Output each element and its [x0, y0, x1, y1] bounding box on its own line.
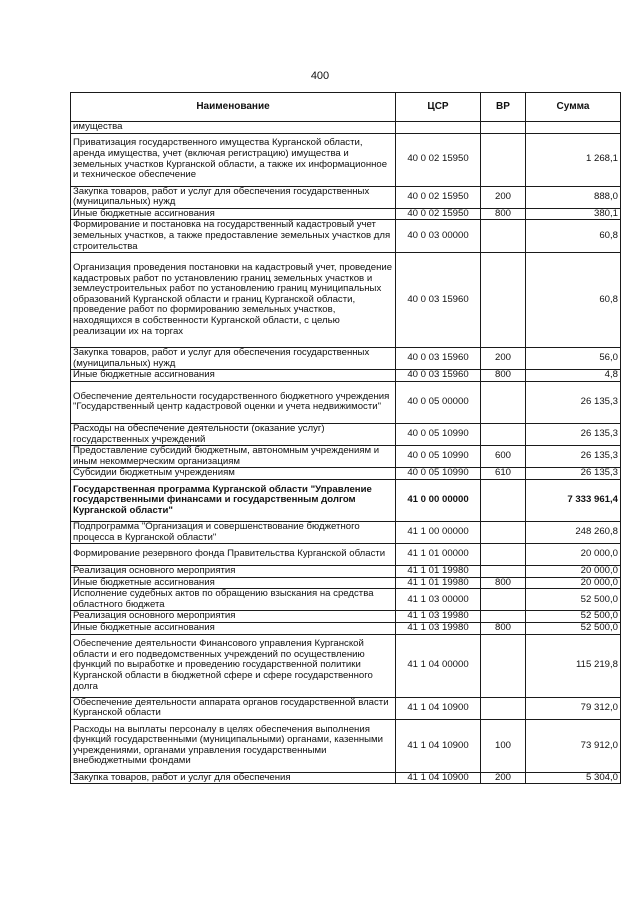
cell-vr: 200	[481, 186, 526, 208]
cell-vr	[481, 133, 526, 186]
cell-csr	[396, 122, 481, 134]
cell-csr: 41 1 03 00000	[396, 589, 481, 611]
cell-name: Иные бюджетные ассигнования	[71, 208, 396, 220]
cell-name: Приватизация государственного имущества Курганской области, аренда имущества, учет (включая регистрацию) имущества и земельных участков Курганской области, а также их информационное и техническое обеспечение	[71, 133, 396, 186]
cell-name: Государственная программа Курганской области "Управление государственными финансами и государственным долгом Курганской области"	[71, 479, 396, 521]
cell-sum: 115 219,8	[526, 634, 621, 697]
cell-vr	[481, 122, 526, 134]
cell-sum: 60,8	[526, 220, 621, 253]
table-row	[71, 370, 621, 382]
table-body	[71, 122, 621, 784]
cell-vr: 800	[481, 370, 526, 382]
cell-vr: 600	[481, 446, 526, 468]
cell-csr: 41 1 04 10900	[396, 697, 481, 719]
cell-name: Предоставление субсидий бюджетным, автономным учреждениям и иным некоммерческим организациям	[71, 446, 396, 468]
cell-csr: 41 1 04 10900	[396, 772, 481, 784]
table-row	[71, 381, 621, 423]
header-csr: ЦСР	[396, 93, 481, 122]
cell-vr: 800	[481, 208, 526, 220]
cell-csr: 40 0 05 10990	[396, 468, 481, 480]
cell-name: Исполнение судебных актов по обращению взыскания на средства областного бюджета	[71, 589, 396, 611]
cell-vr: 610	[481, 468, 526, 480]
cell-vr	[481, 634, 526, 697]
cell-name: Формирование резервного фонда Правительства Курганской области	[71, 544, 396, 566]
cell-sum: 52 500,0	[526, 611, 621, 623]
cell-csr: 40 0 02 15950	[396, 208, 481, 220]
table-row	[71, 208, 621, 220]
table-row	[71, 133, 621, 186]
cell-csr: 40 0 02 15950	[396, 186, 481, 208]
cell-sum: 26 135,3	[526, 381, 621, 423]
table-row	[71, 521, 621, 543]
cell-sum: 1 268,1	[526, 133, 621, 186]
cell-vr: 200	[481, 348, 526, 370]
table-row	[71, 611, 621, 623]
cell-sum: 79 312,0	[526, 697, 621, 719]
cell-name: имущества	[71, 122, 396, 134]
header-vr: ВР	[481, 93, 526, 122]
cell-sum: 380,1	[526, 208, 621, 220]
cell-name: Закупка товаров, работ и услуг для обеспечения государственных (муниципальных) нужд	[71, 348, 396, 370]
cell-name: Организация проведения постановки на кадастровый учет, проведение кадастровых работ по установлению границ земельных участков и землеустроительных работ по установлению границ муниципальных образований Курганской области и границ Курганской области, проведение работ по формированию земельных участков, находящихся в собственности Курганской области, с целью реализации их на торгах	[71, 253, 396, 348]
cell-csr: 40 0 05 10990	[396, 446, 481, 468]
table-row	[71, 719, 621, 772]
cell-sum: 26 135,3	[526, 423, 621, 445]
cell-vr: 800	[481, 623, 526, 635]
cell-csr: 41 0 00 00000	[396, 479, 481, 521]
cell-csr: 40 0 05 00000	[396, 381, 481, 423]
table-header-row	[71, 93, 621, 122]
cell-csr: 40 0 03 15960	[396, 370, 481, 382]
cell-csr: 41 1 03 19980	[396, 611, 481, 623]
cell-csr: 41 1 01 19980	[396, 566, 481, 578]
cell-vr	[481, 697, 526, 719]
cell-vr	[481, 611, 526, 623]
cell-csr: 40 0 03 15960	[396, 348, 481, 370]
cell-vr	[481, 423, 526, 445]
cell-csr: 40 0 03 15960	[396, 253, 481, 348]
cell-name: Обеспечение деятельности государственного бюджетного учреждения "Государственный центр кадастровой оценки и учета недвижимости"	[71, 381, 396, 423]
cell-vr	[481, 521, 526, 543]
table-row	[71, 186, 621, 208]
table-row	[71, 468, 621, 480]
cell-csr: 41 1 03 19980	[396, 623, 481, 635]
cell-name: Расходы на обеспечение деятельности (оказание услуг) государственных учреждений	[71, 423, 396, 445]
cell-vr	[481, 479, 526, 521]
cell-csr: 41 1 00 00000	[396, 521, 481, 543]
cell-sum: 20 000,0	[526, 566, 621, 578]
table-row	[71, 634, 621, 697]
table-row	[71, 348, 621, 370]
cell-csr: 41 1 04 00000	[396, 634, 481, 697]
cell-csr: 41 1 04 10900	[396, 719, 481, 772]
cell-vr: 100	[481, 719, 526, 772]
table-row	[71, 772, 621, 784]
header-sum: Сумма	[526, 93, 621, 122]
cell-csr: 40 0 05 10990	[396, 423, 481, 445]
table-row	[71, 446, 621, 468]
cell-vr: 800	[481, 577, 526, 589]
table-row	[71, 122, 621, 134]
cell-sum: 5 304,0	[526, 772, 621, 784]
cell-vr	[481, 589, 526, 611]
cell-name: Обеспечение деятельности аппарата органов государственной власти Курганской области	[71, 697, 396, 719]
table-row	[71, 544, 621, 566]
cell-name: Иные бюджетные ассигнования	[71, 370, 396, 382]
cell-sum: 20 000,0	[526, 577, 621, 589]
cell-name: Обеспечение деятельности Финансового управления Курганской области и его подведомственных учреждений по осуществлению функций по выработке и проведению государственной политики Курганской области в бюджетной сфере и сфере государственного долга	[71, 634, 396, 697]
cell-name: Подпрограмма "Организация и совершенствование бюджетного процесса в Курганской области"	[71, 521, 396, 543]
cell-csr: 40 0 03 00000	[396, 220, 481, 253]
cell-vr	[481, 253, 526, 348]
table-row	[71, 566, 621, 578]
cell-vr	[481, 566, 526, 578]
budget-table	[70, 92, 621, 784]
cell-sum: 20 000,0	[526, 544, 621, 566]
cell-vr: 200	[481, 772, 526, 784]
cell-vr	[481, 220, 526, 253]
cell-vr	[481, 544, 526, 566]
cell-sum: 7 333 961,4	[526, 479, 621, 521]
cell-sum: 52 500,0	[526, 589, 621, 611]
cell-sum: 26 135,3	[526, 468, 621, 480]
table-row	[71, 697, 621, 719]
table-row	[71, 589, 621, 611]
table-row	[71, 577, 621, 589]
cell-name: Реализация основного мероприятия	[71, 611, 396, 623]
header-name: Наименование	[71, 93, 396, 122]
cell-name: Закупка товаров, работ и услуг для обеспечения	[71, 772, 396, 784]
cell-name: Реализация основного мероприятия	[71, 566, 396, 578]
cell-sum: 26 135,3	[526, 446, 621, 468]
cell-csr: 41 1 01 19980	[396, 577, 481, 589]
cell-name: Иные бюджетные ассигнования	[71, 577, 396, 589]
table-row	[71, 479, 621, 521]
cell-name: Расходы на выплаты персоналу в целях обеспечения выполнения функций государственными (муниципальными) органами, казенными учреждениями, органами управления государственными внебюджетными фондами	[71, 719, 396, 772]
cell-name: Формирование и постановка на государственный кадастровый учет земельных участков, а также предоставление земельных участков для строительства	[71, 220, 396, 253]
cell-name: Субсидии бюджетным учреждениям	[71, 468, 396, 480]
cell-name: Иные бюджетные ассигнования	[71, 623, 396, 635]
cell-name: Закупка товаров, работ и услуг для обеспечения государственных (муниципальных) нужд	[71, 186, 396, 208]
table-row	[71, 623, 621, 635]
cell-vr	[481, 381, 526, 423]
cell-csr: 40 0 02 15950	[396, 133, 481, 186]
cell-sum: 888,0	[526, 186, 621, 208]
cell-sum: 60,8	[526, 253, 621, 348]
cell-sum: 248 260,8	[526, 521, 621, 543]
cell-sum: 73 912,0	[526, 719, 621, 772]
cell-sum	[526, 122, 621, 134]
table-row	[71, 220, 621, 253]
cell-sum: 4,8	[526, 370, 621, 382]
table-row	[71, 423, 621, 445]
cell-sum: 56,0	[526, 348, 621, 370]
table-row	[71, 253, 621, 348]
cell-csr: 41 1 01 00000	[396, 544, 481, 566]
cell-sum: 52 500,0	[526, 623, 621, 635]
page-number: 400	[310, 70, 330, 82]
